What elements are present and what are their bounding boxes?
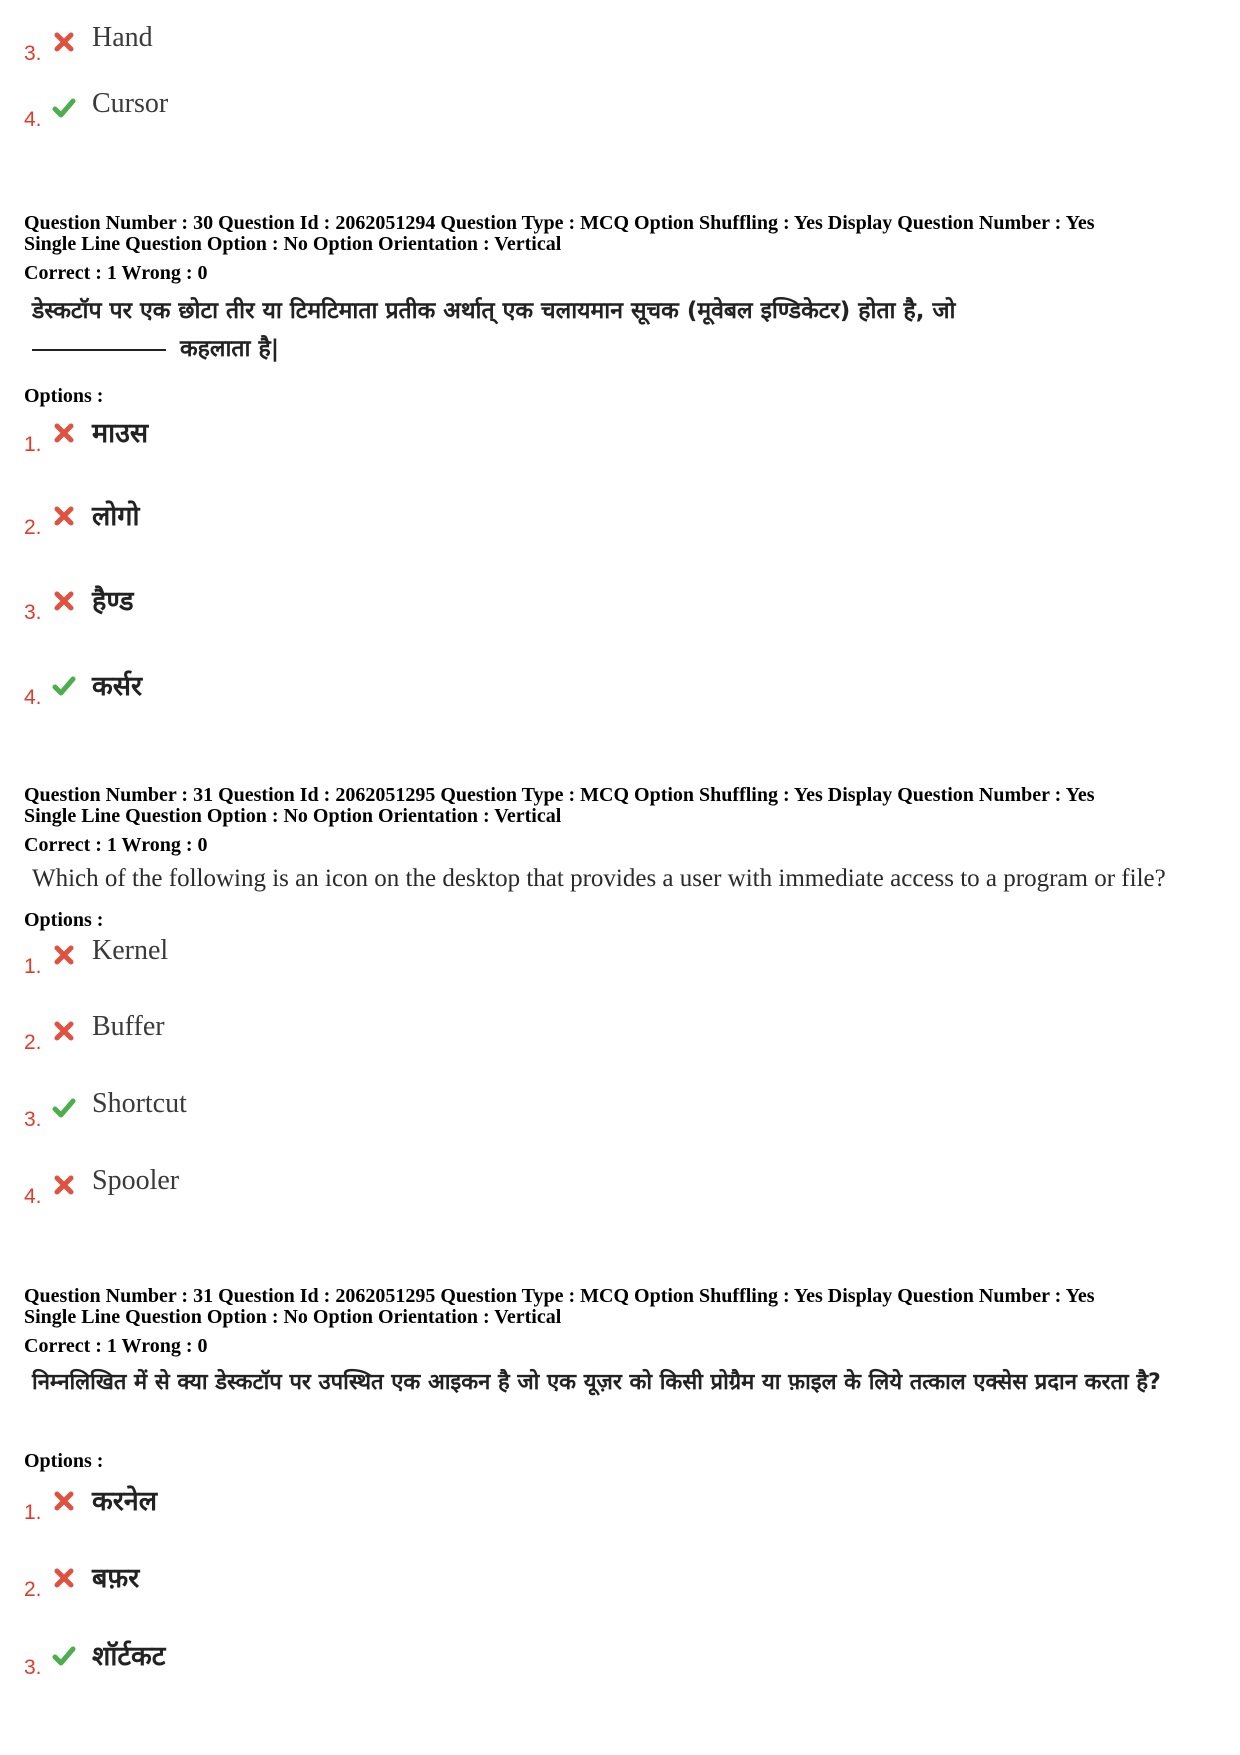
option-number: 3.: [24, 1108, 42, 1131]
question-score: Correct : 1 Wrong : 0: [24, 262, 208, 284]
check-icon: [52, 96, 76, 120]
option-row: [24, 1088, 424, 1132]
option-text: कर्सर: [92, 671, 143, 702]
cross-icon: [52, 504, 76, 528]
question-text-line2: कहलाता है|: [180, 336, 280, 362]
option-row: [24, 1485, 424, 1525]
option-text: Spooler: [92, 1165, 180, 1196]
option-row: [24, 1640, 424, 1680]
option-text: Buffer: [92, 1011, 165, 1042]
cross-icon: [52, 1566, 76, 1590]
option-text: Cursor: [92, 88, 169, 119]
option-row: [24, 417, 424, 457]
option-number: 1.: [24, 1501, 42, 1524]
option-text: बफ़र: [92, 1563, 140, 1594]
option-row: [24, 585, 424, 625]
option-row: [24, 1011, 424, 1055]
option-number: 4.: [24, 1185, 42, 1208]
option-number: 1.: [24, 433, 42, 456]
cross-icon: [52, 1019, 76, 1043]
question-meta: Question Number : 30 Question Id : 2062051294 Question Type : MCQ Option Shuffling : Yes Display Question Number : Yes: [24, 212, 1095, 234]
cross-icon: [52, 421, 76, 445]
cross-icon: [52, 943, 76, 967]
option-row: [24, 88, 424, 132]
question-text: Which of the following is an icon on the desktop that provides a user with immediate access to a program or file?: [32, 865, 1166, 892]
options-label: Options :: [24, 385, 104, 407]
option-text: शॉर्टकट: [92, 1641, 166, 1672]
question-meta-orientation: Single Line Question Option : No Option Orientation : Vertical: [24, 233, 562, 255]
option-text: Hand: [92, 22, 153, 53]
option-text: करनेल: [92, 1486, 158, 1517]
option-number: 4.: [24, 686, 42, 709]
option-row: [24, 500, 424, 540]
question-meta: Question Number : 31 Question Id : 2062051295 Question Type : MCQ Option Shuffling : Yes Display Question Number : Yes: [24, 784, 1095, 806]
cross-icon: [52, 589, 76, 613]
option-number: 1.: [24, 955, 42, 978]
question-meta-orientation: Single Line Question Option : No Option Orientation : Vertical: [24, 1306, 562, 1328]
option-row: [24, 1165, 424, 1209]
question-text: निम्नलिखित में से क्या डेस्कटॉप पर उपस्थित एक आइकन है जो एक यूज़र को किसी प्रोग्रैम या फ़ाइल के लिये तत्काल एक्सेस प्रदान करता है?: [32, 1370, 1161, 1395]
option-row: [24, 670, 424, 710]
option-text: Shortcut: [92, 1088, 187, 1119]
question-meta-orientation: Single Line Question Option : No Option Orientation : Vertical: [24, 805, 562, 827]
question-score: Correct : 1 Wrong : 0: [24, 834, 208, 856]
option-number: 3.: [24, 1656, 42, 1679]
option-row: [24, 935, 424, 979]
option-text: माउस: [92, 418, 149, 449]
options-label: Options :: [24, 1450, 104, 1472]
question-text: [32, 292, 1222, 368]
answer-blank: [32, 349, 166, 351]
options-label: Options :: [24, 909, 104, 931]
option-row: [24, 1562, 424, 1602]
option-text: लोगो: [92, 501, 140, 532]
check-icon: [52, 1644, 76, 1668]
option-text: Kernel: [92, 935, 169, 966]
option-number: 2.: [24, 516, 42, 539]
question-meta: Question Number : 31 Question Id : 2062051295 Question Type : MCQ Option Shuffling : Yes Display Question Number : Yes: [24, 1285, 1095, 1307]
option-number: 3.: [24, 601, 42, 624]
question-text-line1: डेस्कटॉप पर एक छोटा तीर या टिमटिमाता प्रतीक अर्थात् एक चलायमान सूचक (मूवेबल इण्डिकेटर) होता है, जो: [32, 298, 956, 324]
option-text: हैण्ड: [92, 586, 134, 617]
cross-icon: [52, 30, 76, 54]
option-number: 3.: [24, 42, 42, 65]
cross-icon: [52, 1173, 76, 1197]
option-number: 2.: [24, 1031, 42, 1054]
option-number: 2.: [24, 1578, 42, 1601]
check-icon: [52, 1096, 76, 1120]
option-row: [24, 22, 424, 66]
question-score: Correct : 1 Wrong : 0: [24, 1335, 208, 1357]
option-number: 4.: [24, 108, 42, 131]
check-icon: [52, 674, 76, 698]
cross-icon: [52, 1489, 76, 1513]
